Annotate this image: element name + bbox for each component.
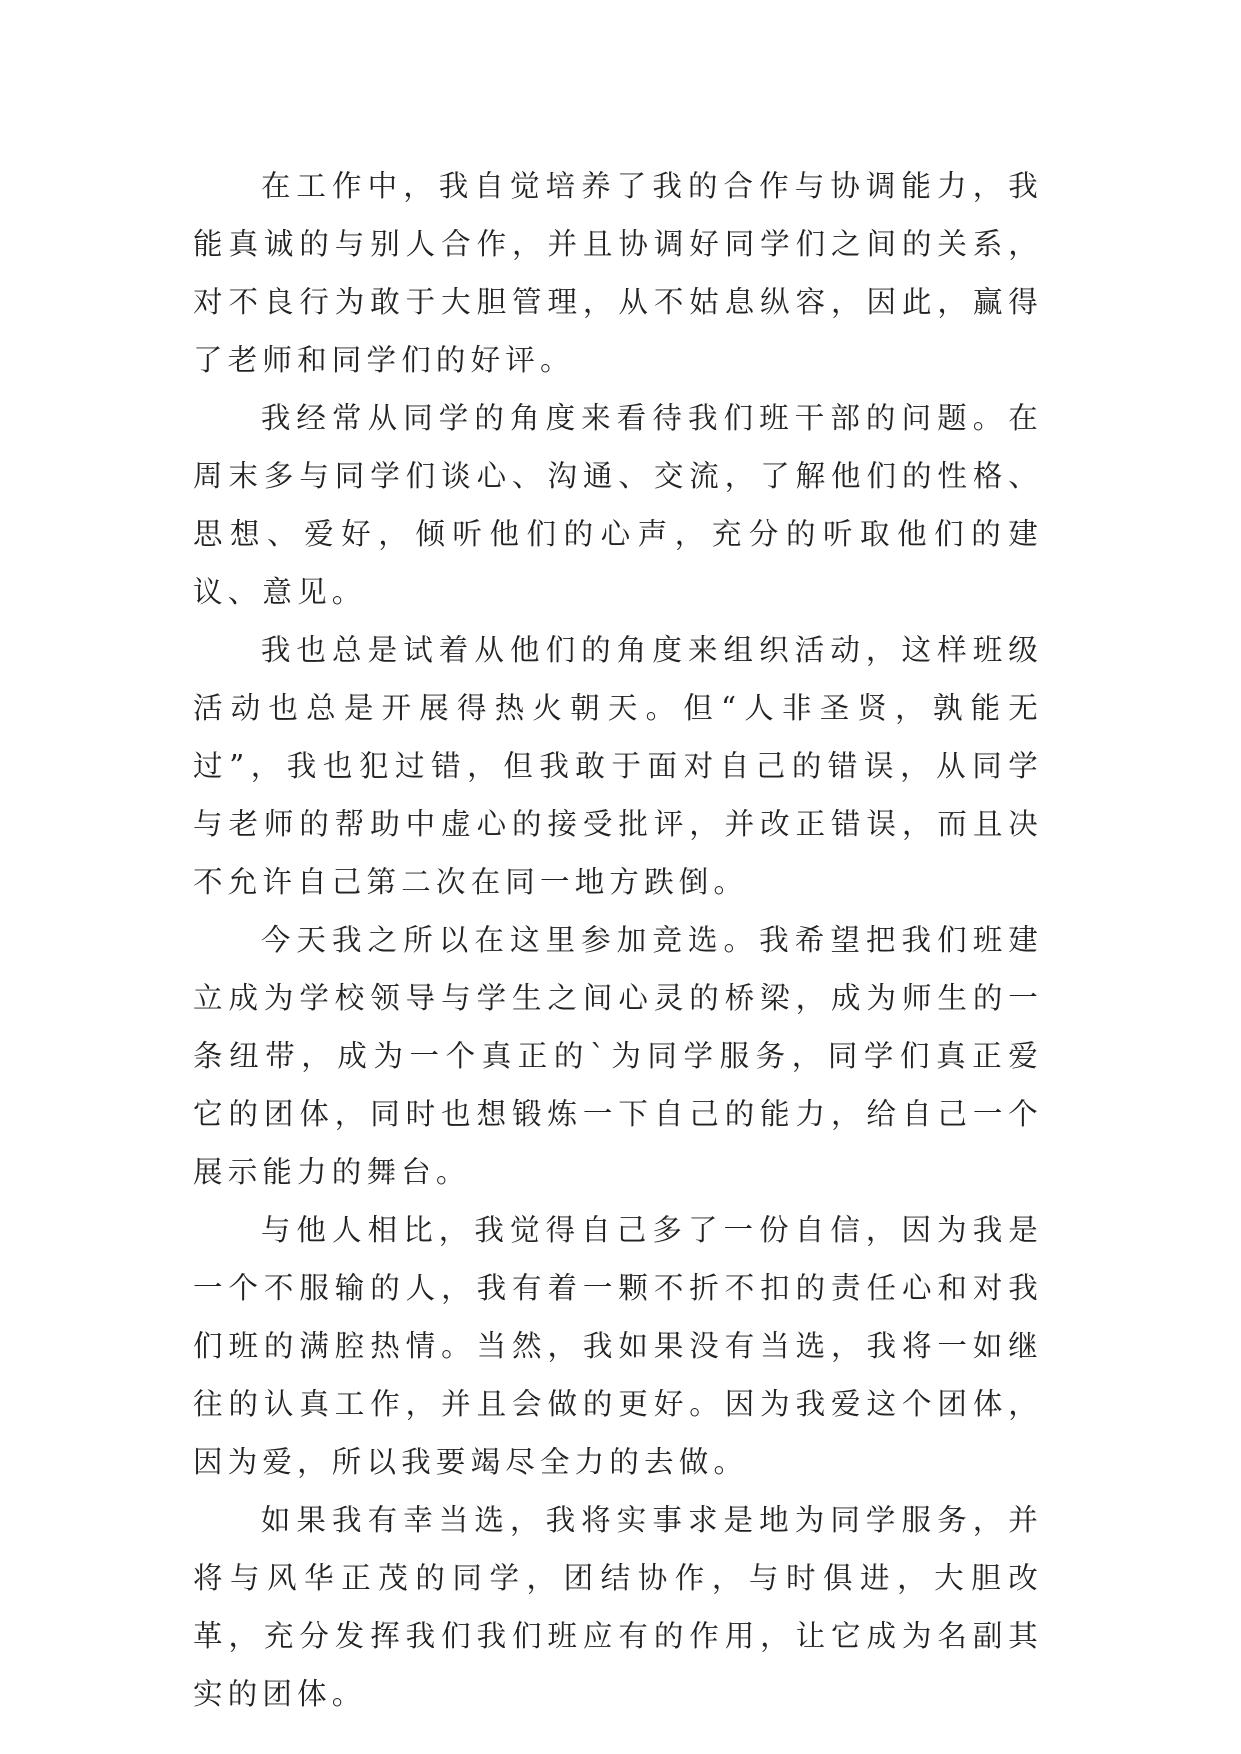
document-body xyxy=(193,157,1043,1723)
paragraph: 今天我之所以在这里参加竞选。我希望把我们班建立成为学校领导与学生之间心灵的桥梁，成为师生的一条纽带，成为一个真正的`为同学服务，同学们真正爱它的团体，同时也想锻炼一下自己的能力，给自己一个展示能力的舞台。 xyxy=(193,923,1043,1189)
paragraph: 如果我有幸当选，我将实事求是地为同学服务，并将与风华正茂的同学，团结协作，与时俱进，大胆改革，充分发挥我们我们班应有的作用，让它成为名副其实的团体。 xyxy=(193,1503,1043,1711)
paragraph: 我经常从同学的角度来看待我们班干部的问题。在周末多与同学们谈心、沟通、交流，了解他们的性格、思想、爱好，倾听他们的心声，充分的听取他们的建议、意见。 xyxy=(193,401,1043,609)
paragraph: 我也总是试着从他们的角度来组织活动，这样班级活动也总是开展得热火朝天。但“人非圣贤，孰能无过”，我也犯过错，但我敢于面对自己的错误，从同学与老师的帮助中虚心的接受批评，并改正错误，而且决不允许自己第二次在同一地方跌倒。 xyxy=(193,633,1043,899)
paragraph: 与他人相比，我觉得自己多了一份自信，因为我是一个不服输的人，我有着一颗不折不扣的责任心和对我们班的满腔热情。当然，我如果没有当选，我将一如继往的认真工作，并且会做的更好。因为我爱这个团体，因为爱，所以我要竭尽全力的去做。 xyxy=(193,1213,1043,1479)
paragraph: 在工作中，我自觉培养了我的合作与协调能力，我能真诚的与别人合作，并且协调好同学们之间的关系，对不良行为敢于大胆管理，从不姑息纵容，因此，赢得了老师和同学们的好评。 xyxy=(193,169,1043,377)
